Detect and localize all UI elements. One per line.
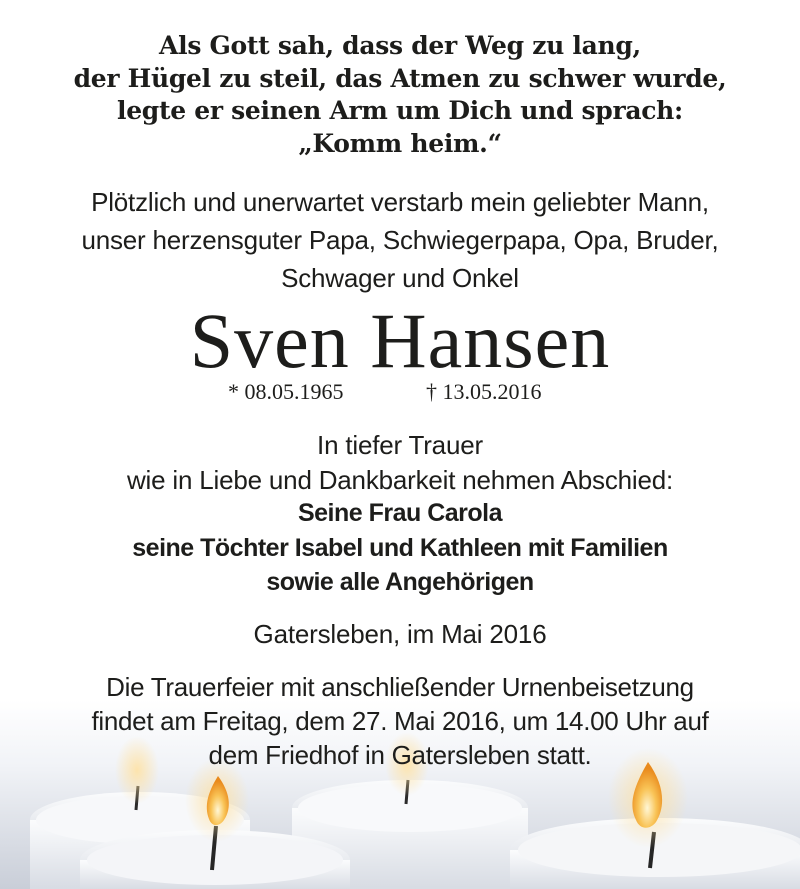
poem-line: der Hügel zu steil, das Atmen zu schwer wurde,	[73, 63, 727, 93]
ceremony-info	[0, 670, 800, 772]
death-date: † 13.05.2016	[426, 379, 542, 404]
mourners-intro	[0, 428, 800, 497]
poem-line: Als Gott sah, dass der Weg zu lang,	[159, 31, 641, 60]
family-line: Seine Frau Carola	[297, 499, 503, 527]
family-names	[0, 496, 800, 600]
announcement-line: unser herzensguter Papa, Schwiegerpapa, Opa, Bruder,	[81, 225, 719, 255]
family-line: sowie alle Angehörigen	[266, 568, 534, 596]
poem-line: legte er seinen Arm um Dich und sprach:	[117, 96, 683, 125]
mourners-line: In tiefer Trauer	[317, 430, 483, 460]
birth-date: * 08.05.1965	[228, 379, 344, 404]
mourners-line: wie in Liebe und Dankbarkeit nehmen Abschied:	[126, 464, 674, 495]
ceremony-line: findet am Freitag, dem 27. Mai 2016, um 14.00 Uhr auf	[91, 706, 709, 736]
place-date: Gatersleben, im Mai 2016	[253, 619, 547, 649]
ceremony-line: Die Trauerfeier mit anschließender Urnenbeisetzung	[106, 672, 694, 702]
announcement-line: Plötzlich und unerwartet verstarb mein geliebter Mann,	[91, 187, 709, 217]
announcement	[0, 183, 800, 297]
family-line: seine Töchter Isabel und Kathleen mit Familien	[132, 533, 668, 562]
poem	[0, 30, 800, 160]
ceremony-line: dem Friedhof in Gatersleben statt.	[208, 740, 592, 770]
poem-line: „Komm heim.“	[298, 128, 502, 158]
announcement-line: Schwager und Onkel	[281, 263, 519, 293]
deceased-name: Sven Hansen	[189, 297, 611, 384]
